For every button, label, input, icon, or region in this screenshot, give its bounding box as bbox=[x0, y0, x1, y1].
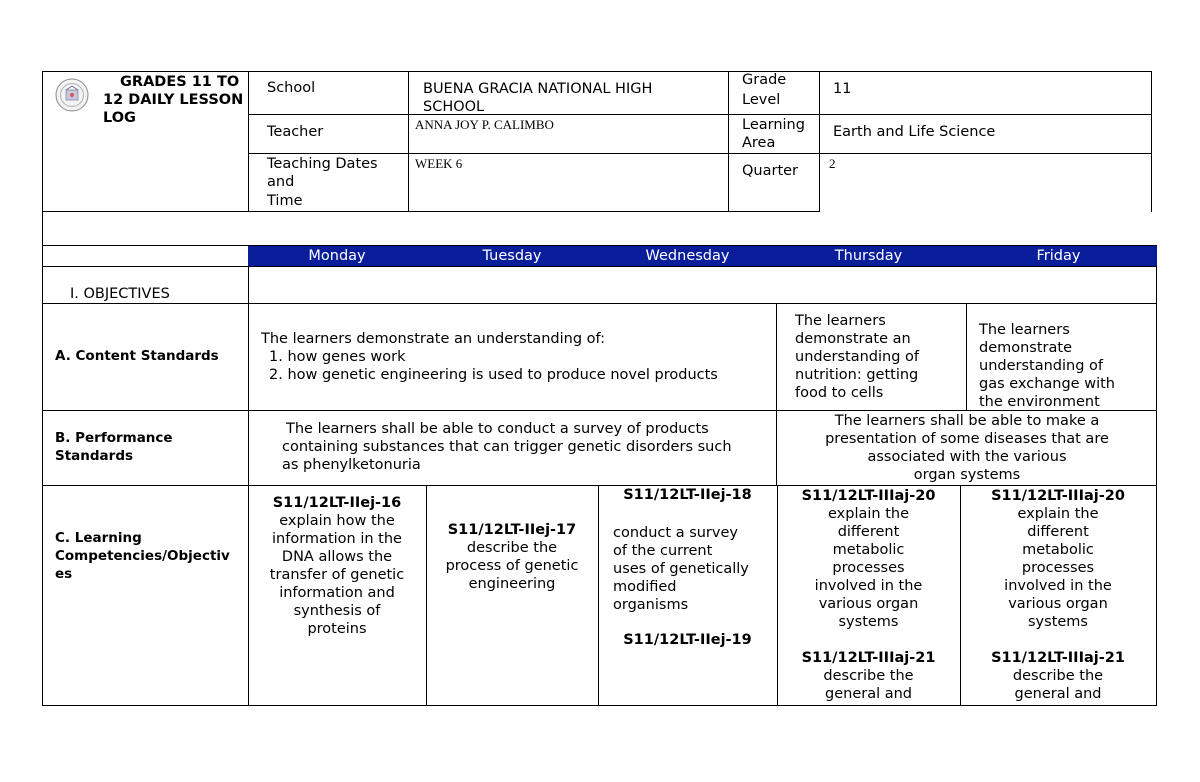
competency-code: S11/12LT-IIej-17 bbox=[447, 522, 577, 538]
learning-area-value: Earth and Life Science bbox=[833, 124, 996, 140]
teacher-value: ANNA JOY P. CALIMBO bbox=[415, 117, 554, 132]
competency-wednesday: conduct a survey of the current uses of genetically modified organisms bbox=[613, 525, 749, 613]
lesson-log-title: GRADES 11 TO 12 DAILY LESSON LOG bbox=[103, 74, 244, 126]
learning-area-label: Learning Area bbox=[742, 117, 805, 151]
competency-thursday: S11/12LT-IIIaj-20 explain the different metabolic processes involved in the various organ systems S11/12LT-IIIaj-21 describe the general and bbox=[779, 487, 958, 703]
performance-standards-label: B. Performance Standards bbox=[55, 430, 173, 464]
competency-monday: S11/12LT-IIej-16 explain how the information in the DNA allows the transfer of genetic information and synthesis of proteins bbox=[250, 494, 424, 638]
teaching-dates-label: Teaching Dates and Time bbox=[267, 156, 378, 209]
performance-standards-mon-wed: The learners shall be able to conduct a survey of products containing substances that can trigger genetic disorders such as phenylketonuria bbox=[282, 421, 732, 473]
competency-code: S11/12LT-IIIaj-21 bbox=[991, 650, 1125, 666]
school-value: BUENA GRACIA NATIONAL HIGH SCHOOL bbox=[423, 81, 653, 115]
deped-seal-icon bbox=[55, 78, 89, 112]
grade-level-label: Grade Level bbox=[742, 72, 787, 108]
day-tuesday: Tuesday bbox=[482, 248, 542, 264]
competency-code: S11/12LT-IIIaj-21 bbox=[801, 650, 936, 666]
competency-code: S11/12LT-IIIaj-20 bbox=[991, 488, 1125, 504]
teaching-dates-value: WEEK 6 bbox=[415, 156, 463, 171]
competency-wednesday-code-2: S11/12LT-IIej-19 bbox=[623, 632, 752, 648]
objectives-heading: I. OBJECTIVES bbox=[70, 286, 170, 302]
school-label: School bbox=[267, 80, 316, 96]
quarter-label: Quarter bbox=[742, 163, 799, 179]
day-friday: Friday bbox=[1036, 248, 1081, 264]
competency-code: S11/12LT-IIej-16 bbox=[272, 495, 402, 511]
content-standards-friday: The learners demonstrate understanding of gas exchange with the environment bbox=[979, 322, 1115, 410]
competencies-label: C. Learning Competencies/Objectiv es bbox=[55, 530, 230, 582]
competency-wednesday-code: S11/12LT-IIej-18 bbox=[623, 487, 752, 503]
competency-code: S11/12LT-IIIaj-20 bbox=[801, 488, 936, 504]
performance-standards-thu-fri: The learners shall be able to make a presentation of some diseases that are associated with the various organ systems bbox=[825, 413, 1109, 483]
content-standards-label: A. Content Standards bbox=[55, 348, 219, 364]
competency-friday: S11/12LT-IIIaj-20 explain the different metabolic processes involved in the various organ systems S11/12LT-IIIaj-21 describe the general and bbox=[962, 487, 1154, 703]
competency-tuesday: S11/12LT-IIej-17 describe the process of genetic engineering bbox=[428, 521, 596, 593]
content-standards-thursday: The learners demonstrate an understanding of nutrition: getting food to cells bbox=[795, 313, 919, 401]
teacher-label: Teacher bbox=[267, 124, 324, 140]
grade-level-value: 11 bbox=[833, 81, 852, 97]
content-standards-mon-wed: The learners demonstrate an understanding of: 1. how genes work 2. how genetic engineering is used to produce novel products bbox=[261, 331, 718, 383]
quarter-value: 2 bbox=[829, 156, 836, 171]
day-wednesday: Wednesday bbox=[645, 248, 730, 264]
day-thursday: Thursday bbox=[834, 248, 903, 264]
day-monday: Monday bbox=[308, 248, 366, 264]
